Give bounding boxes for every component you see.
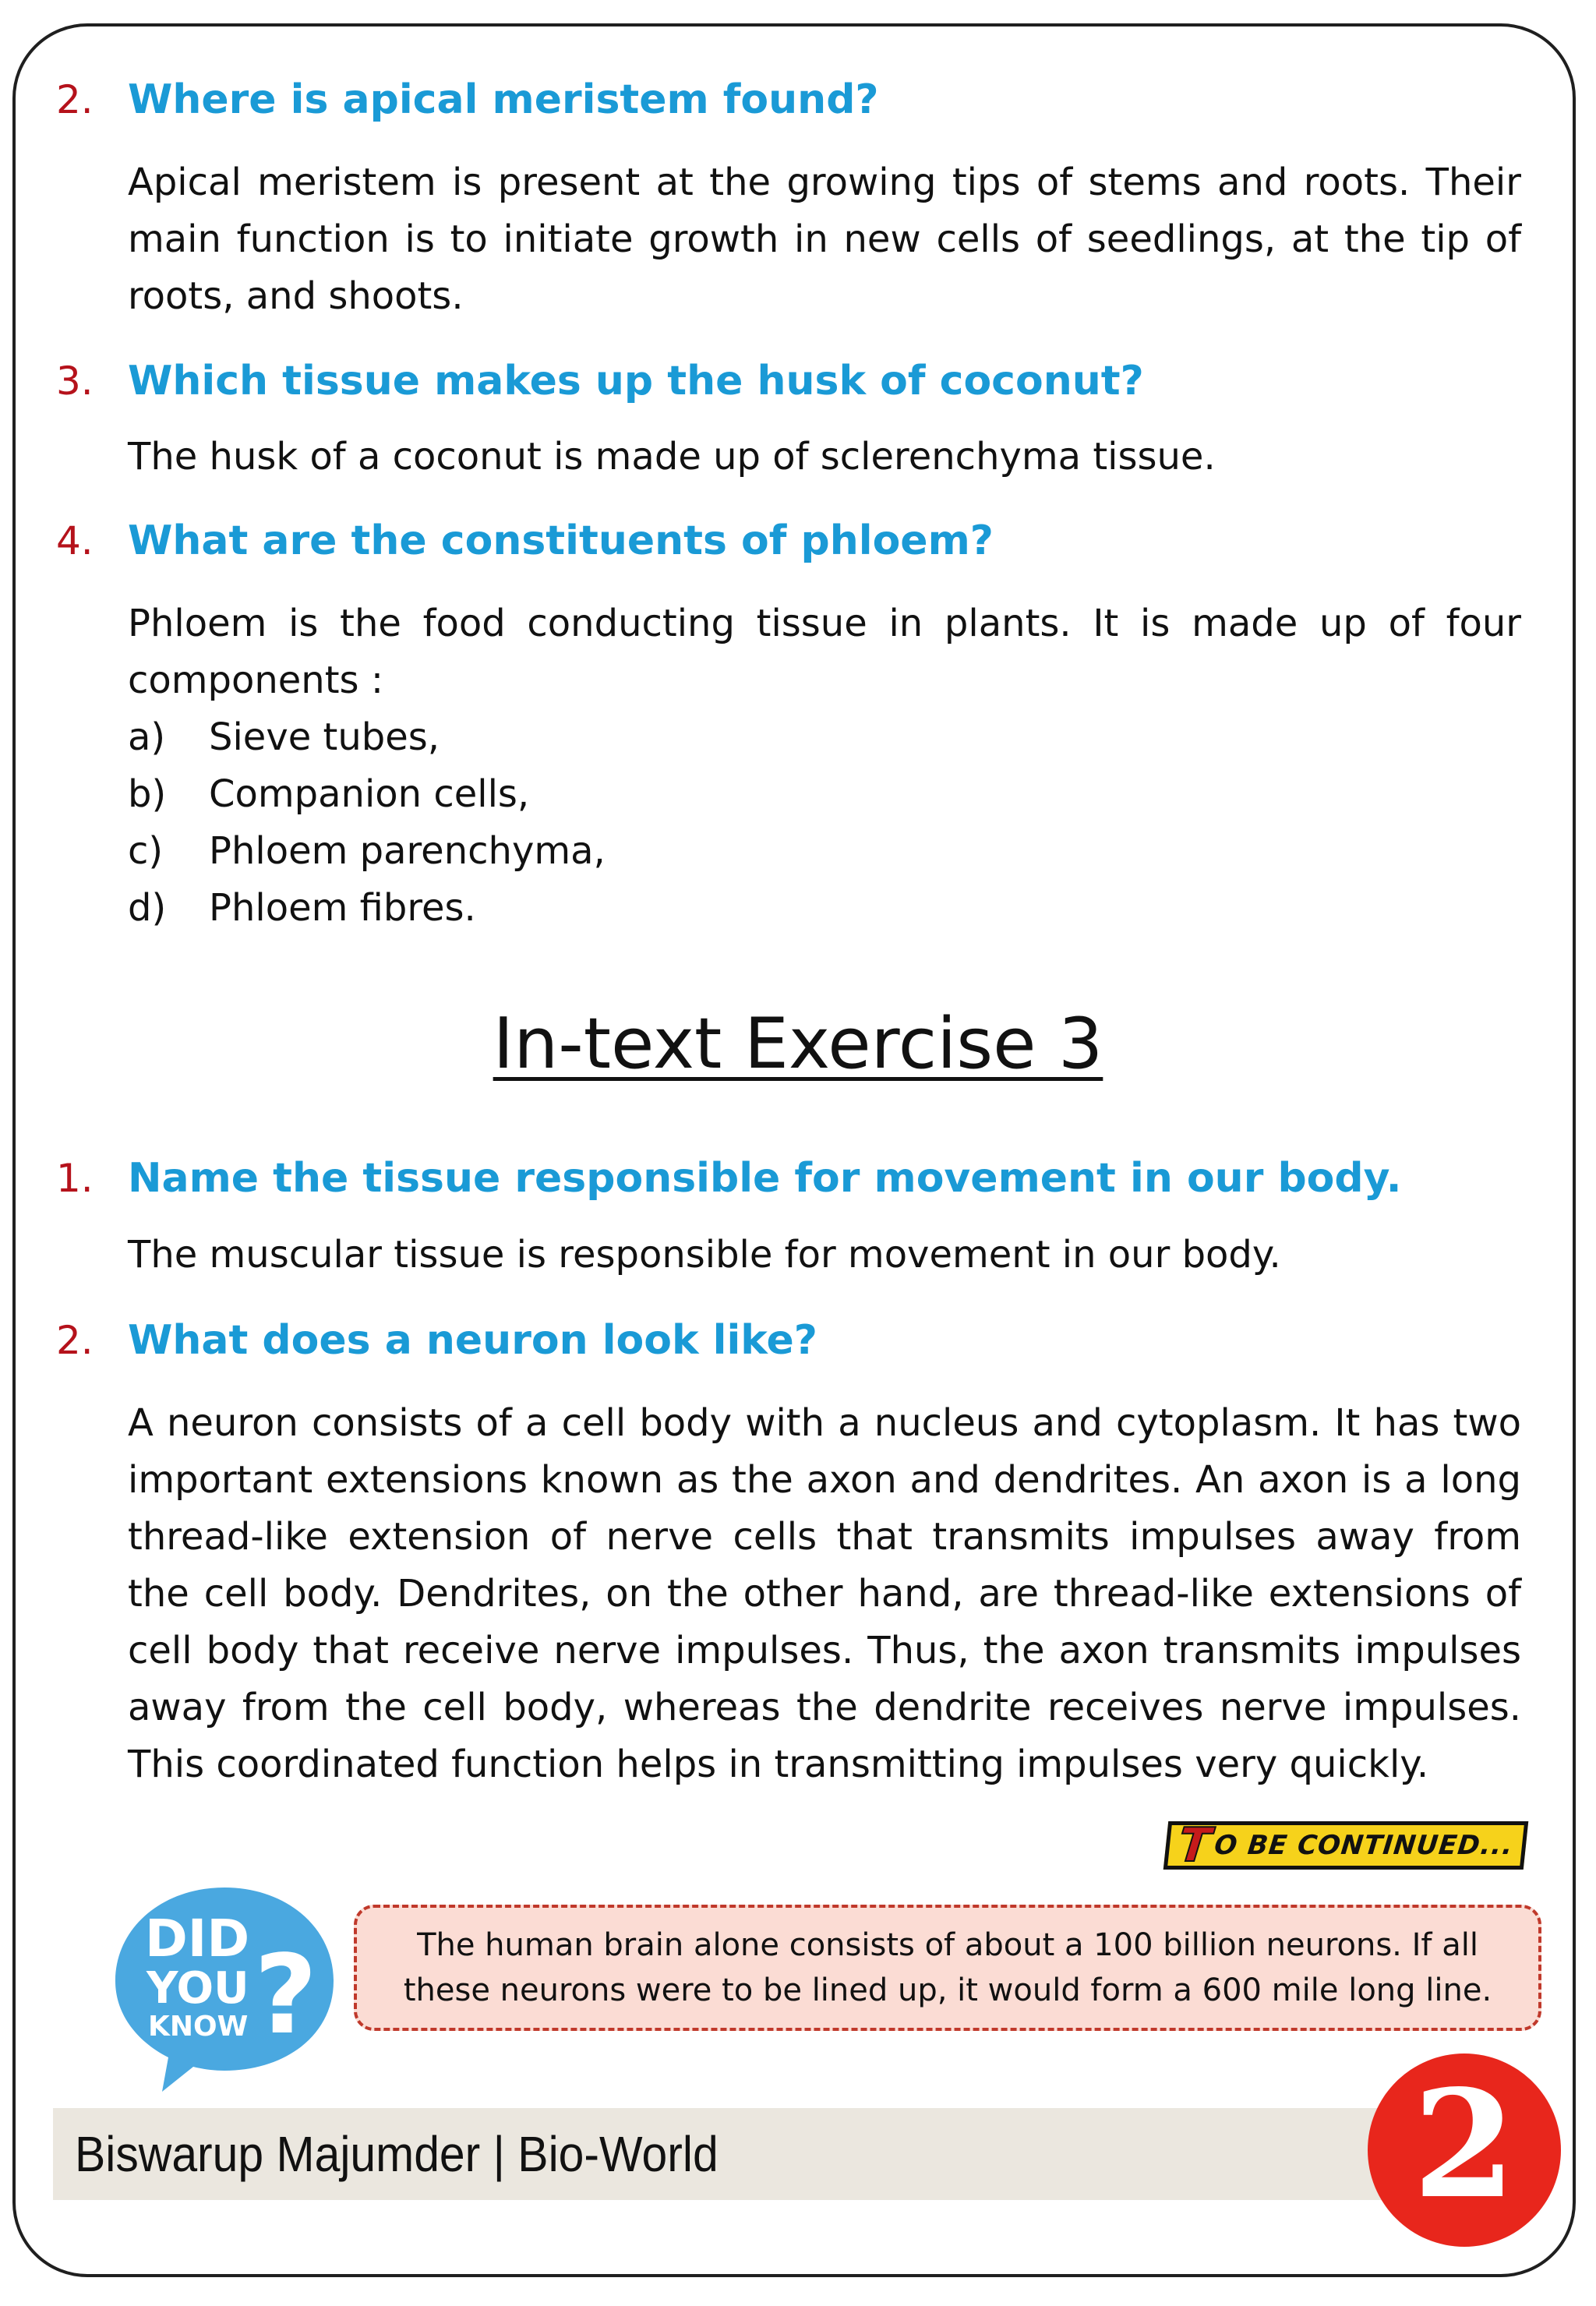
list-item xyxy=(128,880,907,937)
list-text: Sieve tubes, xyxy=(209,715,440,759)
to-be-continued-badge xyxy=(1163,1818,1529,1873)
badge-first-letter: T xyxy=(1175,1818,1215,1873)
list-item xyxy=(128,766,907,823)
question-text: What does a neuron look like? xyxy=(128,1317,817,1364)
question-number: 2. xyxy=(56,1318,94,1363)
did-you-know-fact xyxy=(354,1905,1541,2031)
list-marker: d) xyxy=(128,886,167,930)
list-item xyxy=(128,823,907,880)
badge-text: O BE CONTINUED... xyxy=(1213,1830,1515,1861)
list-text: Phloem parenchyma, xyxy=(209,829,606,873)
question-text: Name the tissue responsible for movement in our body. xyxy=(128,1155,1402,1202)
fact-text: The human brain alone consists of about a 100 billion neurons. If all these neurons were to be lined up, it would form a 600 mile long line. xyxy=(403,1927,1492,2008)
question-number: 3. xyxy=(56,358,94,404)
phloem-components-list xyxy=(128,709,907,937)
page-number: 2 xyxy=(1412,2057,1517,2231)
page-number-badge xyxy=(1362,2048,1566,2252)
question-number: 1. xyxy=(56,1156,94,1201)
dyk-know: KNOW xyxy=(148,2011,249,2043)
answer-text: A neuron consists of a cell body with a nucleus and cytoplasm. It has two important extensions known as the axon and dendrites. An axon is a long thread-like extension of nerve cells that transmits impulses away from the cell body. Dendrites, on the other hand, are thread-like extensions of cell body that receive nerve impulses. Thus, the axon transmits impulses away from the cell body, whereas the dendrite receives nerve impulses. This coordinated function helps in transmitting impulses very quickly. xyxy=(128,1401,1521,1786)
dyk-you: YOU xyxy=(147,1963,249,2014)
dyk-question-mark: ? xyxy=(254,1932,318,2059)
answer-text: Apical meristem is present at the growing tips of stems and roots. Their main function is to initiate growth in new cells of seedlings, at the tip of roots, and shoots. xyxy=(128,161,1521,318)
section-heading-text: In-text Exercise 3 xyxy=(493,1003,1103,1085)
answer-text: The husk of a coconut is made up of sclerenchyma tissue. xyxy=(128,435,1216,479)
list-item xyxy=(128,709,907,766)
list-text: Phloem fibres. xyxy=(209,886,476,930)
footer-author: Biswarup Majumder | Bio-World xyxy=(75,2126,719,2182)
question-number: 4. xyxy=(56,518,94,563)
list-marker: c) xyxy=(128,829,164,873)
question-text: Where is apical meristem found? xyxy=(128,76,879,123)
footer-bar xyxy=(53,2108,1432,2200)
section-heading xyxy=(0,1001,1596,1087)
question-number: 2. xyxy=(56,77,94,122)
did-you-know-icon xyxy=(108,1880,341,2098)
dyk-did: DID xyxy=(145,1909,250,1969)
question-text: What are the constituents of phloem? xyxy=(128,517,994,564)
list-marker: a) xyxy=(128,715,166,759)
answer-text: Phloem is the food conducting tissue in plants. It is made up of four components : xyxy=(128,602,1521,702)
question-text: Which tissue makes up the husk of coconut? xyxy=(128,358,1144,404)
list-marker: b) xyxy=(128,772,167,816)
answer-text: The muscular tissue is responsible for movement in our body. xyxy=(128,1233,1281,1277)
list-text: Companion cells, xyxy=(209,772,530,816)
